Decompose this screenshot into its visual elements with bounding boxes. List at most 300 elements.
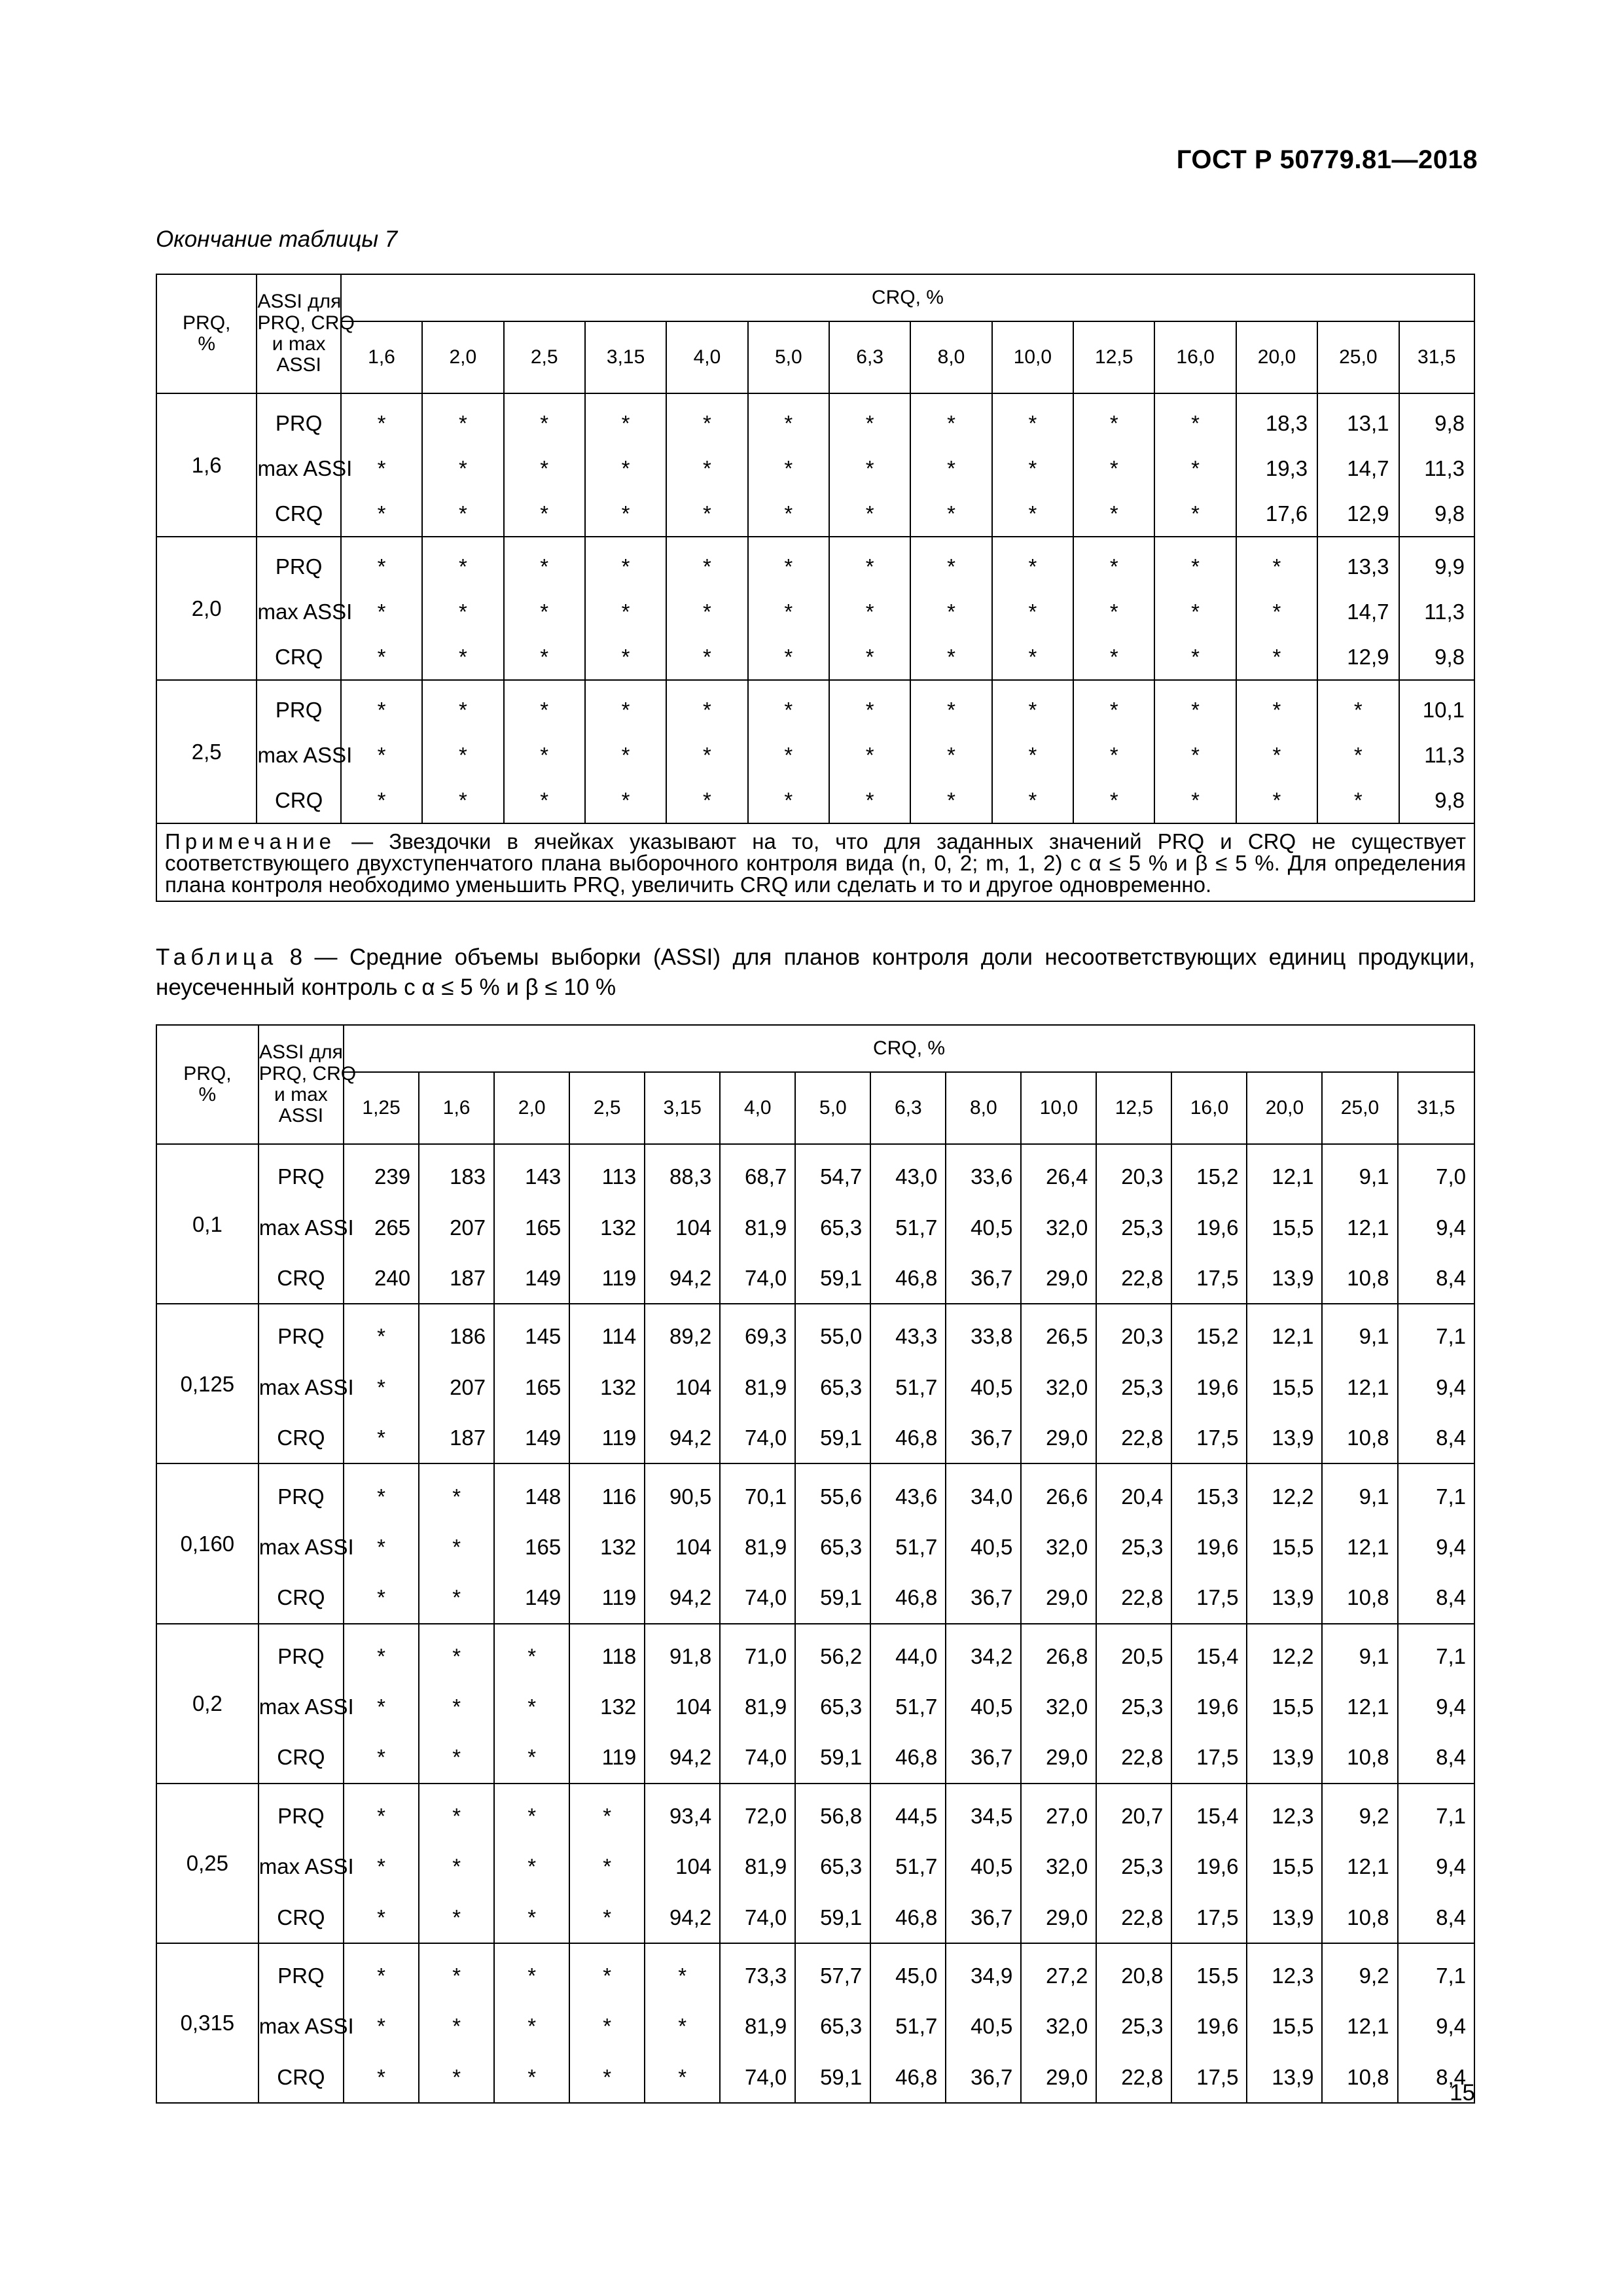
table-cell: 9,4: [1398, 1841, 1474, 1892]
table-cell: *: [992, 537, 1073, 589]
table-cell: 29,0: [1021, 1732, 1096, 1783]
table-row: [156, 537, 1474, 589]
crq-value-header: 20,0: [1236, 321, 1317, 393]
table-row: [156, 1304, 1474, 1361]
assi-column-header: ASSI для PRQ, CRQ и max ASSI: [257, 274, 340, 393]
table-cell: *: [569, 1841, 645, 1892]
table-cell: *: [504, 778, 585, 823]
table-cell: 132: [569, 1202, 645, 1252]
table-cell: *: [419, 1943, 494, 2001]
document-header: ГОСТ Р 50779.81—2018: [1176, 145, 1478, 174]
row-kind-label: max ASSI: [259, 2001, 344, 2051]
table-cell: 13,9: [1247, 1572, 1322, 1623]
table-cell: 73,3: [720, 1943, 795, 2001]
table-cell: *: [341, 537, 422, 589]
table-cell: *: [1236, 680, 1317, 732]
table-cell: 25,3: [1096, 1362, 1171, 1412]
table-row: [156, 634, 1474, 680]
table-cell: 29,0: [1021, 1892, 1096, 1943]
table-cell: 145: [494, 1304, 569, 1361]
table-cell: *: [419, 1624, 494, 1681]
table-cell: *: [645, 2001, 720, 2051]
row-kind-label: PRQ: [257, 393, 340, 446]
table-cell: 59,1: [795, 1732, 870, 1783]
table-cell: *: [344, 1522, 419, 1572]
table-cell: 132: [569, 1522, 645, 1572]
table-cell: 19,6: [1171, 1841, 1247, 1892]
table-cell: *: [422, 778, 503, 823]
table-cell: *: [748, 589, 829, 634]
table-cell: *: [992, 589, 1073, 634]
crq-value-header: 1,6: [341, 321, 422, 393]
table-cell: 29,0: [1021, 1253, 1096, 1304]
table-cell: *: [419, 1841, 494, 1892]
crq-value-header: 16,0: [1171, 1072, 1247, 1144]
table-cell: 8,4: [1398, 2052, 1474, 2103]
table-cell: 25,3: [1096, 1202, 1171, 1252]
table-cell: 183: [419, 1144, 494, 1202]
table-cell: *: [910, 491, 991, 537]
table-cell: 26,8: [1021, 1624, 1096, 1681]
table-row: [156, 732, 1474, 778]
table-cell: *: [504, 680, 585, 732]
table-cell: 94,2: [645, 1253, 720, 1304]
table-cell: 14,7: [1317, 589, 1399, 634]
table-cell: *: [1154, 680, 1236, 732]
table-cell: 29,0: [1021, 1572, 1096, 1623]
table-cell: *: [422, 393, 503, 446]
table-cell: *: [344, 1732, 419, 1783]
row-kind-label: max ASSI: [259, 1681, 344, 1732]
table-cell: *: [1236, 589, 1317, 634]
table-cell: 9,4: [1398, 1362, 1474, 1412]
prq-group-label: 0,160: [156, 1463, 259, 1623]
table-row: [156, 446, 1474, 491]
table-cell: *: [1154, 393, 1236, 446]
table-cell: *: [419, 1784, 494, 1841]
note-text: — Звездочки в ячейках указывают на то, что для заданных значений PRQ и CRQ не существует соответствующего двухступенчатого плана выборочного контроля вида (n, 0, 2; m, 1, 2) с α ≤ 5 % и β ≤ 5 %. Для определения плана контроля необходимо уменьшить PRQ, увеличить CRQ или сделать и то и другое одновременно.: [165, 829, 1466, 897]
table-cell: 13,9: [1247, 1253, 1322, 1304]
table-cell: 119: [569, 1253, 645, 1304]
table-cell: 25,3: [1096, 2001, 1171, 2051]
table-cell: 7,1: [1398, 1463, 1474, 1521]
table-cell: 44,0: [870, 1624, 946, 1681]
table-cell: 65,3: [795, 1681, 870, 1732]
row-kind-label: PRQ: [259, 1943, 344, 2001]
table-cell: 15,2: [1171, 1304, 1247, 1361]
table-cell: 74,0: [720, 2052, 795, 2103]
table-cell: *: [494, 1624, 569, 1681]
prq-column-header: PRQ, %: [156, 1025, 259, 1144]
table-cell: 119: [569, 1412, 645, 1463]
table8-caption-text: 8 — Средние объемы выборки (ASSI) для планов контроля доли несоответствующих единиц продукции, неусеченный контроль с α ≤ 5 % и β ≤ 10 %: [156, 944, 1475, 1000]
table-cell: 40,5: [946, 2001, 1021, 2051]
table-cell: *: [504, 634, 585, 680]
table-cell: *: [829, 393, 910, 446]
table-cell: 25,3: [1096, 1522, 1171, 1572]
row-kind-label: CRQ: [257, 491, 340, 537]
crq-value-header: 2,0: [422, 321, 503, 393]
prq-group-label: 2,5: [156, 680, 257, 823]
table-cell: 26,4: [1021, 1144, 1096, 1202]
table-cell: 7,1: [1398, 1624, 1474, 1681]
table-cell: 32,0: [1021, 2001, 1096, 2051]
table-cell: 46,8: [870, 1732, 946, 1783]
table-cell: 13,9: [1247, 1412, 1322, 1463]
table-cell: 59,1: [795, 2052, 870, 2103]
row-kind-label: max ASSI: [257, 446, 340, 491]
table-cell: 74,0: [720, 1253, 795, 1304]
table-cell: *: [645, 2052, 720, 2103]
table-cell: 8,4: [1398, 1892, 1474, 1943]
table-cell: 9,1: [1322, 1144, 1397, 1202]
table-cell: 17,5: [1171, 1572, 1247, 1623]
table-cell: 94,2: [645, 1412, 720, 1463]
page-number: 15: [1450, 2080, 1475, 2106]
table-cell: *: [910, 537, 991, 589]
table-cell: 45,0: [870, 1943, 946, 2001]
row-kind-label: CRQ: [259, 1892, 344, 1943]
table-cell: *: [494, 1943, 569, 2001]
crq-value-header: 4,0: [720, 1072, 795, 1144]
table-cell: 36,7: [946, 1572, 1021, 1623]
table-cell: 13,3: [1317, 537, 1399, 589]
crq-value-header: 12,5: [1073, 321, 1154, 393]
table-cell: *: [585, 393, 666, 446]
table-cell: 40,5: [946, 1202, 1021, 1252]
table-cell: 74,0: [720, 1892, 795, 1943]
table-cell: 12,1: [1322, 2001, 1397, 2051]
table-cell: 149: [494, 1572, 569, 1623]
crq-value-header: 2,5: [504, 321, 585, 393]
table-cell: 59,1: [795, 1253, 870, 1304]
table-cell: 36,7: [946, 1253, 1021, 1304]
table-cell: 27,2: [1021, 1943, 1096, 2001]
table-cell: 9,4: [1398, 1202, 1474, 1252]
table-cell: *: [666, 491, 747, 537]
table-cell: 40,5: [946, 1681, 1021, 1732]
table-cell: *: [341, 393, 422, 446]
table-cell: *: [344, 1304, 419, 1361]
table-cell: *: [829, 732, 910, 778]
row-kind-label: max ASSI: [259, 1202, 344, 1252]
table-cell: *: [585, 446, 666, 491]
crq-value-header: 16,0: [1154, 321, 1236, 393]
table-cell: *: [344, 1784, 419, 1841]
table-row: [156, 1522, 1474, 1572]
table-cell: 239: [344, 1144, 419, 1202]
table-cell: *: [344, 1362, 419, 1412]
table-8: [156, 1024, 1475, 2104]
table-cell: *: [992, 732, 1073, 778]
table-row: [156, 680, 1474, 732]
row-kind-label: max ASSI: [257, 589, 340, 634]
table-cell: *: [494, 1681, 569, 1732]
table-cell: 119: [569, 1572, 645, 1623]
table-cell: 74,0: [720, 1572, 795, 1623]
table-cell: *: [666, 634, 747, 680]
table-cell: 12,9: [1317, 634, 1399, 680]
table-cell: 17,5: [1171, 1892, 1247, 1943]
table-cell: 119: [569, 1732, 645, 1783]
crq-value-header: 5,0: [795, 1072, 870, 1144]
table-cell: *: [1154, 778, 1236, 823]
crq-value-header: 10,0: [992, 321, 1073, 393]
table-cell: *: [1154, 589, 1236, 634]
table-cell: 59,1: [795, 1412, 870, 1463]
table-cell: *: [1073, 634, 1154, 680]
row-kind-label: PRQ: [259, 1144, 344, 1202]
table-row: [156, 1784, 1474, 1841]
table-cell: 22,8: [1096, 1732, 1171, 1783]
table-cell: 12,2: [1247, 1463, 1322, 1521]
table-cell: *: [504, 446, 585, 491]
table-cell: 17,5: [1171, 1253, 1247, 1304]
table-cell: 7,1: [1398, 1784, 1474, 1841]
table-cell: 9,8: [1399, 393, 1475, 446]
table-cell: 13,9: [1247, 1732, 1322, 1783]
table-cell: 207: [419, 1362, 494, 1412]
table-cell: 32,0: [1021, 1681, 1096, 1732]
table-cell: *: [1317, 680, 1399, 732]
table-cell: 12,1: [1322, 1362, 1397, 1412]
table-cell: *: [585, 778, 666, 823]
table-cell: 18,3: [1236, 393, 1317, 446]
table-cell: 26,5: [1021, 1304, 1096, 1361]
table-cell: *: [341, 732, 422, 778]
table-cell: 74,0: [720, 1412, 795, 1463]
table-row: [156, 1412, 1474, 1463]
table-cell: *: [1073, 589, 1154, 634]
table-cell: 10,8: [1322, 2052, 1397, 2103]
table-cell: 22,8: [1096, 1892, 1171, 1943]
table-cell: 90,5: [645, 1463, 720, 1521]
table-cell: *: [341, 634, 422, 680]
table-cell: 22,8: [1096, 2052, 1171, 2103]
row-kind-label: max ASSI: [257, 732, 340, 778]
table8-caption: [156, 942, 1475, 1003]
table-row: [156, 2001, 1474, 2051]
table-cell: *: [1073, 778, 1154, 823]
table-cell: 17,5: [1171, 1732, 1247, 1783]
table-cell: 12,9: [1317, 491, 1399, 537]
table-row: [156, 1624, 1474, 1681]
table-cell: 22,8: [1096, 1572, 1171, 1623]
table-cell: 9,4: [1398, 2001, 1474, 2051]
table-cell: 9,1: [1322, 1304, 1397, 1361]
table-cell: 32,0: [1021, 1522, 1096, 1572]
table-cell: 17,5: [1171, 2052, 1247, 2103]
table-cell: *: [569, 1784, 645, 1841]
table-cell: *: [1154, 446, 1236, 491]
table-cell: 81,9: [720, 1522, 795, 1572]
row-kind-label: CRQ: [257, 778, 340, 823]
table-cell: 12,1: [1247, 1144, 1322, 1202]
prq-group-label: 2,0: [156, 537, 257, 680]
table-cell: 20,8: [1096, 1943, 1171, 2001]
table-cell: 20,4: [1096, 1463, 1171, 1521]
table-cell: 15,4: [1171, 1784, 1247, 1841]
crq-value-header: 12,5: [1096, 1072, 1171, 1144]
table-cell: 65,3: [795, 2001, 870, 2051]
table-cell: *: [1236, 634, 1317, 680]
prq-group-label: 0,1: [156, 1144, 259, 1304]
table-cell: 165: [494, 1202, 569, 1252]
table-cell: *: [341, 589, 422, 634]
table-cell: 88,3: [645, 1144, 720, 1202]
table-cell: 15,4: [1171, 1624, 1247, 1681]
row-kind-label: max ASSI: [259, 1841, 344, 1892]
table-row: [156, 1362, 1474, 1412]
table-cell: *: [748, 680, 829, 732]
crq-header: CRQ, %: [341, 274, 1474, 321]
table-cell: 33,6: [946, 1144, 1021, 1202]
table-cell: 13,9: [1247, 2052, 1322, 2103]
table-cell: 46,8: [870, 1253, 946, 1304]
table-cell: *: [344, 1624, 419, 1681]
table-cell: 17,5: [1171, 1412, 1247, 1463]
table-cell: *: [829, 680, 910, 732]
table-cell: *: [569, 1892, 645, 1943]
table-cell: 19,3: [1236, 446, 1317, 491]
table-cell: *: [666, 680, 747, 732]
table-cell: 104: [645, 1841, 720, 1892]
table-cell: 8,4: [1398, 1253, 1474, 1304]
crq-value-header: 4,0: [666, 321, 747, 393]
table-cell: 15,2: [1171, 1144, 1247, 1202]
table-cell: 7,1: [1398, 1943, 1474, 2001]
table-cell: 55,6: [795, 1463, 870, 1521]
table-cell: 19,6: [1171, 1202, 1247, 1252]
table-cell: *: [494, 1892, 569, 1943]
table-cell: 94,2: [645, 1892, 720, 1943]
table-cell: 40,5: [946, 1362, 1021, 1412]
table-cell: *: [910, 732, 991, 778]
table-cell: 27,0: [1021, 1784, 1096, 1841]
table-cell: *: [344, 1943, 419, 2001]
table-cell: 43,3: [870, 1304, 946, 1361]
table-cell: *: [504, 491, 585, 537]
table-cell: 56,2: [795, 1624, 870, 1681]
table-cell: 34,5: [946, 1784, 1021, 1841]
table-cell: 7,1: [1398, 1304, 1474, 1361]
crq-value-header: 8,0: [946, 1072, 1021, 1144]
table-cell: 104: [645, 1202, 720, 1252]
crq-value-header: 3,15: [585, 321, 666, 393]
table-cell: *: [666, 732, 747, 778]
prq-group-label: 0,125: [156, 1304, 259, 1463]
table-cell: 20,7: [1096, 1784, 1171, 1841]
table-cell: *: [344, 2001, 419, 2051]
table-cell: *: [1073, 491, 1154, 537]
table-cell: *: [419, 1572, 494, 1623]
row-kind-label: max ASSI: [259, 1522, 344, 1572]
table-cell: 9,1: [1322, 1624, 1397, 1681]
table-cell: *: [344, 1841, 419, 1892]
table-cell: 12,3: [1247, 1784, 1322, 1841]
table-cell: 51,7: [870, 1841, 946, 1892]
table-cell: 149: [494, 1412, 569, 1463]
table-row: [156, 1572, 1474, 1623]
prq-group-label: 0,2: [156, 1624, 259, 1784]
table-cell: 68,7: [720, 1144, 795, 1202]
table-cell: 91,8: [645, 1624, 720, 1681]
table-cell: *: [585, 537, 666, 589]
table-cell: 187: [419, 1253, 494, 1304]
table-cell: *: [585, 491, 666, 537]
table-cell: 46,8: [870, 1572, 946, 1623]
table-cell: *: [504, 589, 585, 634]
table-cell: 65,3: [795, 1202, 870, 1252]
table-cell: *: [992, 634, 1073, 680]
table-row: [156, 1144, 1474, 1202]
table-row: [156, 1681, 1474, 1732]
crq-value-header: 1,6: [419, 1072, 494, 1144]
table-cell: 114: [569, 1304, 645, 1361]
table-cell: 14,7: [1317, 446, 1399, 491]
table-cell: *: [829, 537, 910, 589]
table-cell: 240: [344, 1253, 419, 1304]
table-cell: 8,4: [1398, 1412, 1474, 1463]
table-cell: *: [910, 393, 991, 446]
assi-column-header: ASSI для PRQ, CRQ и max ASSI: [259, 1025, 344, 1144]
table-cell: 11,3: [1399, 589, 1475, 634]
table-cell: 25,3: [1096, 1681, 1171, 1732]
table-cell: *: [1073, 732, 1154, 778]
table-cell: *: [992, 491, 1073, 537]
row-kind-label: CRQ: [259, 1412, 344, 1463]
table-cell: 81,9: [720, 1202, 795, 1252]
table-cell: 207: [419, 1202, 494, 1252]
table-cell: 10,8: [1322, 1412, 1397, 1463]
table-cell: 43,6: [870, 1463, 946, 1521]
table-cell: *: [504, 732, 585, 778]
table-cell: 19,6: [1171, 2001, 1247, 2051]
table-cell: *: [1236, 778, 1317, 823]
table-cell: *: [422, 680, 503, 732]
table-cell: 32,0: [1021, 1841, 1096, 1892]
table-row: [156, 2052, 1474, 2103]
table-cell: 43,0: [870, 1144, 946, 1202]
table-cell: 165: [494, 1522, 569, 1572]
row-kind-label: CRQ: [259, 1572, 344, 1623]
table-cell: 22,8: [1096, 1412, 1171, 1463]
table-cell: 9,4: [1398, 1681, 1474, 1732]
crq-header: CRQ, %: [344, 1025, 1474, 1072]
table-cell: *: [829, 778, 910, 823]
table-cell: 51,7: [870, 1522, 946, 1572]
table-cell: *: [494, 1732, 569, 1783]
table-cell: 81,9: [720, 1841, 795, 1892]
row-kind-label: CRQ: [257, 634, 340, 680]
table-cell: *: [419, 1732, 494, 1783]
table-cell: 11,3: [1399, 446, 1475, 491]
table-cell: *: [341, 680, 422, 732]
table-cell: 165: [494, 1362, 569, 1412]
table-cell: 15,5: [1247, 1362, 1322, 1412]
row-kind-label: PRQ: [259, 1784, 344, 1841]
table-cell: *: [1236, 732, 1317, 778]
table-cell: *: [585, 732, 666, 778]
table-cell: *: [422, 634, 503, 680]
table-cell: 65,3: [795, 1522, 870, 1572]
table-cell: 34,9: [946, 1943, 1021, 2001]
table-row: [156, 589, 1474, 634]
table-cell: 9,9: [1399, 537, 1475, 589]
table-row: [156, 1463, 1474, 1521]
table-cell: 65,3: [795, 1841, 870, 1892]
table-cell: 36,7: [946, 1732, 1021, 1783]
